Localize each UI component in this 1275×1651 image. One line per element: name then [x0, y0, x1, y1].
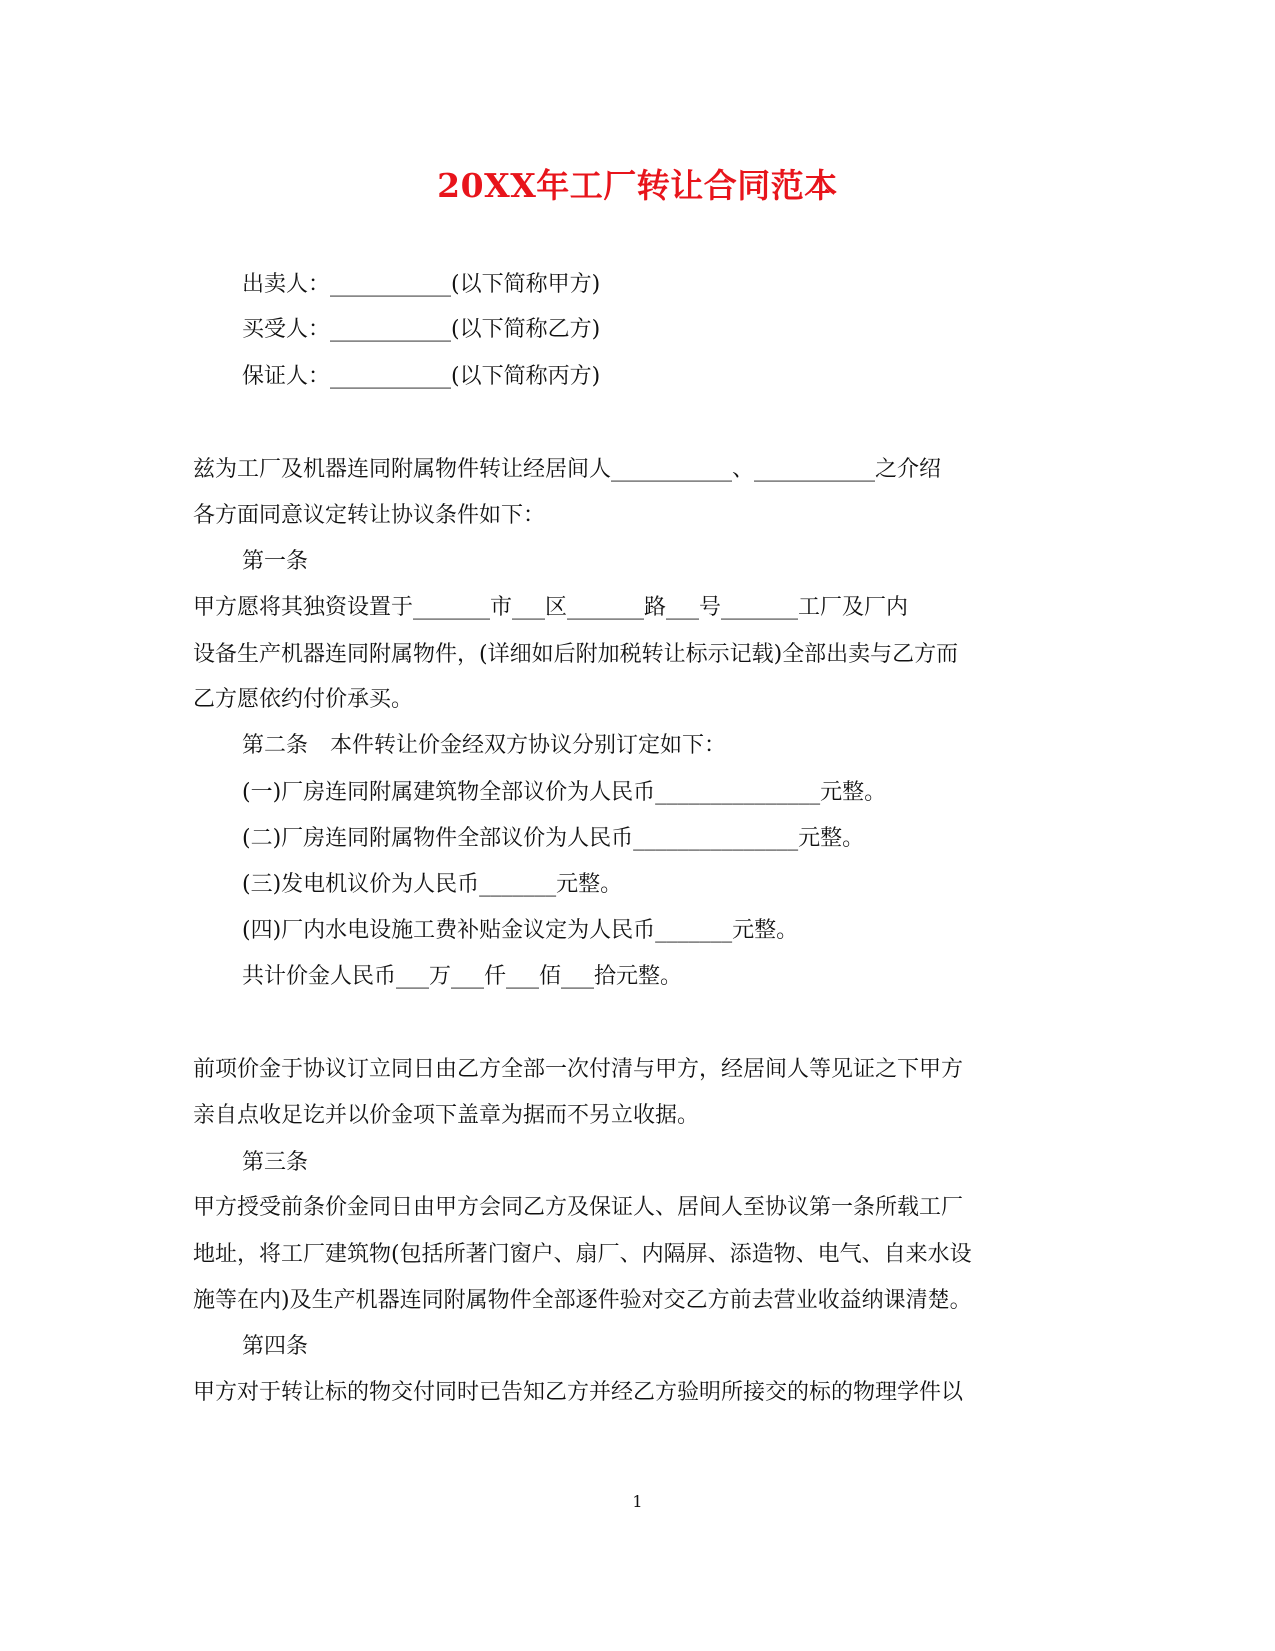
- article-heading: 第三条: [242, 1150, 309, 1175]
- article-heading: 第一条: [242, 549, 309, 574]
- price-item: (三)发电机议价为人民币_______元整。: [242, 872, 623, 897]
- paragraph-line: 地址，将工厂建筑物(包括所著门窗户、扇厂、内隔屏、添造物、电气、自来水设: [193, 1242, 972, 1267]
- party-guarantor: 保证人：___________(以下简称丙方): [242, 364, 601, 389]
- price-item: (二)厂房连同附属物件全部议价为人民币_______________元整。: [242, 826, 865, 851]
- price-item: (一)厂房连同附属建筑物全部议价为人民币_______________元整。: [242, 780, 887, 805]
- paragraph-line: 施等在内)及生产机器连同附属物件全部逐件验对交乙方前去营业收益纳课清楚。: [193, 1288, 972, 1313]
- paragraph-line: 乙方愿依约付价承买。: [193, 687, 414, 712]
- paragraph-line: 各方面同意议定转让协议条件如下：: [193, 503, 546, 528]
- party-buyer: 买受人：___________(以下简称乙方): [242, 317, 601, 342]
- article-heading: 第四条: [242, 1334, 309, 1359]
- paragraph-line: 亲自点收足讫并以价金项下盖章为据而不另立收据。: [193, 1103, 700, 1128]
- document-title: 20XX年工厂转让合同范本: [437, 166, 838, 205]
- paragraph-line: 甲方对于转让标的物交付同时已告知乙方并经乙方验明所接交的标的物理学件以: [193, 1380, 964, 1405]
- paragraph-line: 甲方愿将其独资设置于_______市___区_______路___号_______工厂及厂内: [193, 595, 909, 620]
- price-item: (四)厂内水电设施工费补贴金议定为人民币_______元整。: [242, 918, 799, 943]
- paragraph-line: 设备生产机器连同附属物件，(详细如后附加税转让标示记载)全部出卖与乙方而: [193, 642, 959, 667]
- page-number: 1: [632, 1492, 643, 1511]
- paragraph-line: 甲方授受前条价金同日由甲方会同乙方及保证人、居间人至协议第一条所载工厂: [193, 1195, 964, 1220]
- paragraph-line: 前项价金于协议订立同日由乙方全部一次付清与甲方，经居间人等见证之下甲方: [193, 1057, 964, 1082]
- price-total: 共计价金人民币___万___仟___佰___拾元整。: [242, 964, 683, 989]
- party-seller: 出卖人：___________(以下简称甲方): [242, 272, 601, 297]
- article-heading: 第二条 本件转让价金经双方协议分别订定如下：: [242, 733, 727, 758]
- paragraph-line: 兹为工厂及机器连同附属物件转让经居间人___________、___________之介绍: [193, 457, 942, 482]
